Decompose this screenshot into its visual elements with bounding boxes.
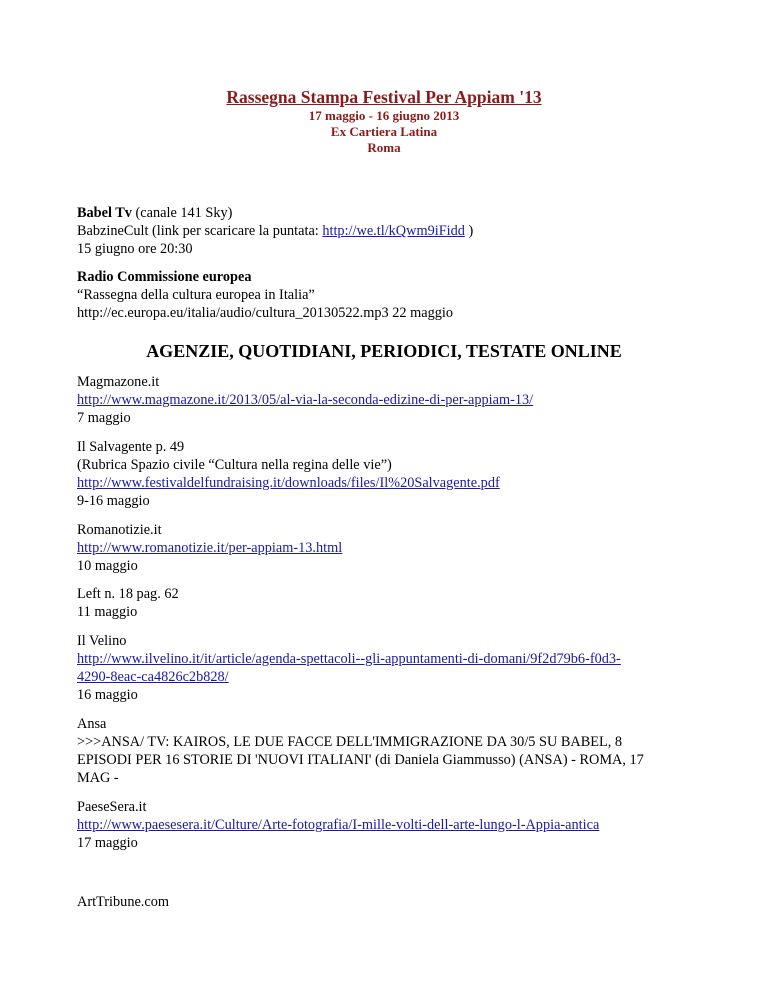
entry-source-name: Radio Commissione europea: [77, 269, 252, 285]
entry-source-line: [77, 204, 717, 222]
festival-city: Roma: [367, 140, 401, 155]
press-entry-magmazone: [77, 373, 717, 427]
entry-date: 15 giugno ore 20:30: [77, 241, 193, 257]
entry-link-line: [77, 222, 717, 240]
entry-date: 7 maggio: [77, 410, 131, 426]
entry-date: 11 maggio: [77, 604, 138, 620]
entry-source: Magmazone.it: [77, 374, 160, 390]
entry-link[interactable]: http://www.romanotizie.it/per-appiam-13.html: [77, 540, 343, 556]
entry-link-line2: 4290-8eac-ca4826c2b828/: [77, 669, 229, 685]
broadcast-entry-radio: [77, 268, 717, 322]
entry-link[interactable]: [77, 651, 621, 685]
entry-source-name: Babel Tv: [77, 205, 132, 221]
entry-link[interactable]: http://www.magmazone.it/2013/05/al-via-la-seconda-edizine-di-per-appiam-13/: [77, 392, 534, 408]
entry-text-line2: EPISODI PER 16 STORIE DI 'NUOVI ITALIANI' (di Daniela Giammusso) (ANSA) - ROMA, 17: [77, 752, 644, 768]
entry-note: “Rassegna della cultura europea in Italia”: [77, 287, 315, 303]
press-entry-paesesera: [77, 798, 717, 852]
entry-text-line3: MAG -: [77, 770, 119, 786]
press-entry-left: [77, 585, 717, 621]
press-entry-romanotizie: [77, 521, 717, 575]
entry-source-line: [77, 268, 717, 286]
entry-date: 9-16 maggio: [77, 493, 150, 509]
entry-source: Ansa: [77, 716, 107, 732]
press-entry-ansa: [77, 715, 717, 787]
entry-source: PaeseSera.it: [77, 799, 147, 815]
festival-venue: Ex Cartiera Latina: [330, 124, 438, 139]
entry-source: Il Velino: [77, 633, 127, 649]
document-header: [0, 86, 768, 156]
entry-link[interactable]: http://we.tl/kQwm9iFidd: [322, 223, 465, 239]
entry-link-line1: http://www.ilvelino.it/it/article/agenda-spettacoli--gli-appuntamenti-di-domani/9f2d79b6-f0d3-: [77, 651, 621, 667]
press-entry-arttribune: [77, 893, 717, 911]
entry-source: ArtTribune.com: [77, 894, 170, 910]
entry-link-prefix: BabzineCult (link per scaricare la puntata:: [77, 223, 323, 239]
press-entry-salvagente: [77, 438, 717, 510]
entry-text-line1: >>>ANSA/ TV: KAIROS, LE DUE FACCE DELL'IMMIGRAZIONE DA 30/5 SU BABEL, 8: [77, 734, 623, 750]
entry-date: 16 maggio: [77, 687, 138, 703]
press-entry-velino: [77, 632, 717, 704]
entry-source-suffix: (canale 141 Sky): [131, 205, 233, 221]
entry-source: Left n. 18 pag. 62: [77, 586, 179, 602]
entry-link-suffix: ): [464, 223, 474, 239]
entry-date: 17 maggio: [77, 835, 138, 851]
entry-url-date: http://ec.europa.eu/italia/audio/cultura_20130522.mp3 22 maggio: [77, 305, 453, 321]
document-title: Rassegna Stampa Festival Per Appiam '13: [226, 87, 542, 107]
section-heading: AGENZIE, QUOTIDIANI, PERIODICI, TESTATE ONLINE: [146, 341, 622, 361]
festival-dates: 17 maggio - 16 giugno 2013: [308, 108, 460, 123]
entry-source: Romanotizie.it: [77, 522, 162, 538]
entry-source: Il Salvagente p. 49: [77, 439, 185, 455]
broadcast-entry-babel: [77, 204, 717, 258]
entry-link[interactable]: http://www.festivaldelfundraising.it/downloads/files/Il%20Salvagente.pdf: [77, 475, 500, 491]
entry-date: 10 maggio: [77, 558, 138, 574]
entry-link[interactable]: http://www.paesesera.it/Culture/Arte-fotografia/I-mille-volti-dell-arte-lungo-l-Appia-antica: [77, 817, 600, 833]
entry-note: (Rubrica Spazio civile “Cultura nella regina delle vie”): [77, 457, 392, 473]
